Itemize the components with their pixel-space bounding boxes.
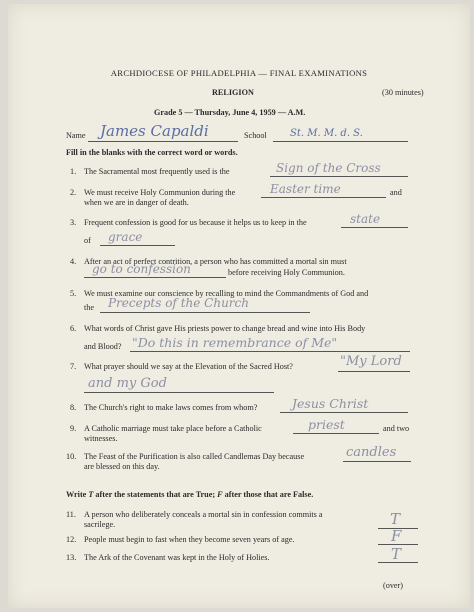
- grade-date: Grade 5 — Thursday, June 4, 1959 — A.M.: [154, 108, 306, 117]
- answer-1: Sign of the Cross: [276, 161, 381, 175]
- answer-line-7b: [84, 392, 274, 393]
- answer-6: "Do this in remembrance of Me": [132, 335, 338, 350]
- question-10-cont: are blessed on this day.: [84, 462, 160, 471]
- name-line: [88, 141, 238, 142]
- answer-2: Easter time: [270, 182, 341, 196]
- question-11-cont: sacrilege.: [84, 520, 116, 529]
- answer-9: priest: [308, 417, 345, 432]
- answer-8: Jesus Christ: [292, 396, 369, 411]
- answer-12: F: [391, 527, 402, 545]
- answer-line-10: [343, 461, 411, 462]
- question-2-cont: when we are in danger of death.: [84, 198, 189, 207]
- section2-instructions: Write T after the statements that are True; F after those that are False.: [66, 490, 314, 499]
- answer-line-4: [84, 277, 226, 278]
- school-label: School: [244, 131, 267, 140]
- section1-instructions: Fill in the blanks with the correct word or words.: [66, 148, 238, 157]
- name-value: James Capaldi: [100, 122, 209, 140]
- answer-line-1: [270, 176, 408, 177]
- question-9-cont: witnesses.: [84, 434, 118, 443]
- school-value: St. M. M. d. S.: [290, 128, 363, 139]
- question-12: 12. People must begin to fast when they become seven years of age.: [66, 535, 295, 544]
- exam-paper: [8, 4, 470, 608]
- answer-10: candles: [346, 445, 397, 460]
- school-line: [273, 141, 408, 142]
- answer-line-8: [280, 412, 408, 413]
- answer-line-9: [293, 433, 379, 434]
- answer-7a: "My Lord: [340, 354, 402, 369]
- exam-title: ARCHDIOCESE OF PHILADELPHIA — FINAL EXAMINATIONS: [110, 68, 368, 78]
- name-label: Name: [66, 131, 86, 140]
- question-2: 2. We must receive Holy Communion during the: [70, 188, 236, 197]
- answer-3a: state: [350, 212, 381, 226]
- subject-heading: RELIGION: [212, 88, 254, 97]
- question-5-the: the: [84, 303, 95, 312]
- answer-line-3b: [100, 245, 175, 246]
- question-6-cont: and Blood?: [84, 342, 122, 351]
- question-5: 5. We must examine our conscience by recalling to mind the Commandments of God and: [70, 289, 369, 298]
- over-label: (over): [383, 581, 404, 590]
- question-7: 7. What prayer should we say at the Elevation of the Sacred Host?: [70, 362, 293, 371]
- answer-13: T: [391, 545, 402, 563]
- question-8: 8. The Church's right to make laws comes from whom?: [70, 403, 258, 412]
- answer-line-2: [261, 197, 386, 198]
- time-limit: (30 minutes): [382, 88, 424, 97]
- answer-4: go to confession: [92, 262, 191, 276]
- answer-7b: and my God: [88, 376, 167, 391]
- answer-11: T: [390, 510, 401, 528]
- question-3-of: of: [84, 236, 91, 245]
- question-10: 10. The Feast of the Purification is also called Candlemas Day because: [66, 452, 305, 461]
- question-1: 1. The Sacramental most frequently used is the: [70, 167, 230, 176]
- answer-line-3a: [341, 227, 408, 228]
- answer-3b: grace: [108, 230, 143, 244]
- question-9: 9. A Catholic marriage must take place before a Catholic: [70, 424, 262, 433]
- question-4: 4. After an act of perfect contrition, a person who has committed a mortal sin must: [70, 257, 347, 266]
- answer-line-5: [100, 312, 310, 313]
- question-6: 6. What words of Christ gave His priests power to change bread and wine into His Body: [70, 324, 366, 333]
- question-13: 13. The Ark of the Covenant was kept in the Holy of Holies.: [66, 553, 270, 562]
- question-9-and: and two: [383, 424, 410, 433]
- question-3: 3. Frequent confession is good for us because it helps us to keep in the: [70, 218, 307, 227]
- question-4-cont: before receiving Holy Communion.: [228, 268, 345, 277]
- question-11: 11. A person who deliberately conceals a mortal sin in confession commits a: [66, 510, 323, 519]
- answer-line-7a: [338, 371, 410, 372]
- question-2-and: and: [390, 188, 402, 197]
- answer-line-6: [130, 351, 410, 352]
- answer-5: Precepts of the Church: [108, 296, 249, 310]
